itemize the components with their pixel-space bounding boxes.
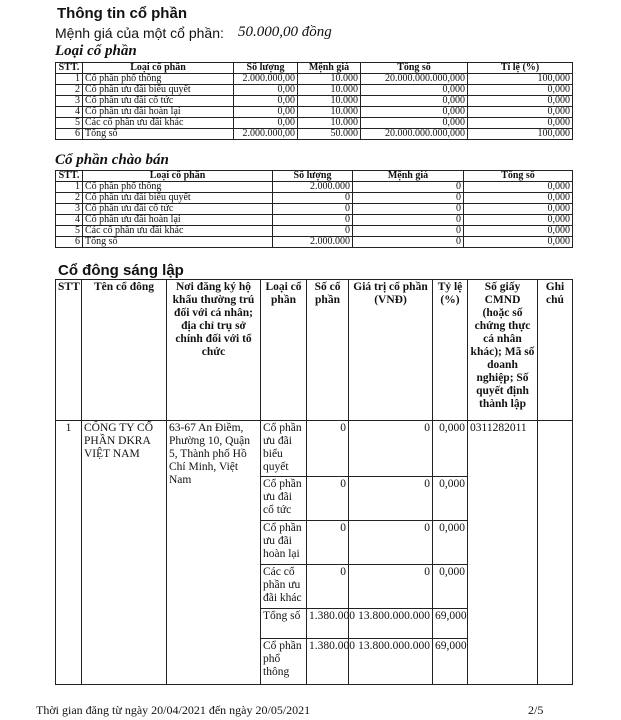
table-row <box>56 96 573 107</box>
table-row <box>56 129 573 140</box>
col-header: Số cổ phần <box>307 280 349 421</box>
cell-type: Cổ phần ưu đãi biểu quyết <box>83 193 273 204</box>
cell-stt: 1 <box>56 421 82 685</box>
col-header: Giá trị cổ phần (VNĐ) <box>349 280 433 421</box>
col-header: Mệnh giá <box>353 171 464 182</box>
col-header: Loại cổ phần <box>83 171 273 182</box>
table-header-row <box>56 171 573 182</box>
cell-total: 0,000 <box>464 193 573 204</box>
cell-stt: 5 <box>56 118 83 129</box>
table-row <box>56 237 573 248</box>
table-header-row <box>56 63 573 74</box>
cell-holding-type: Cổ phần ưu đãi biểu quyết <box>261 421 307 477</box>
cell-type: Tổng số <box>83 129 234 140</box>
cell-holding-value: 0 <box>349 565 433 609</box>
cell-founder-address: 63-67 An Điềm, Phường 10, Quận 5, Thành phố Hồ Chí Minh, Việt Nam <box>167 421 261 685</box>
cell-type: Cổ phần ưu đãi biểu quyết <box>83 85 234 96</box>
col-header: Nơi đăng ký hộ khẩu thường trú đối với cá nhân; địa chỉ trụ sở chính đối với tổ chức <box>167 280 261 421</box>
col-header: STT. <box>56 171 83 182</box>
table-row <box>56 182 573 193</box>
cell-holding-type: Cổ phần ưu đãi cổ tức <box>261 477 307 521</box>
cell-stt: 1 <box>56 74 83 85</box>
cell-type: Các cổ phần ưu đãi khác <box>83 226 273 237</box>
cell-quantity: 0,00 <box>234 85 298 96</box>
cell-stt: 6 <box>56 237 83 248</box>
cell-stt: 4 <box>56 215 83 226</box>
cell-par: 0 <box>353 204 464 215</box>
cell-ratio: 0,000 <box>468 118 573 129</box>
cell-par: 10.000 <box>298 74 361 85</box>
cell-holding-type: Các cổ phần ưu đãi khác <box>261 565 307 609</box>
cell-ratio: 100,000 <box>468 74 573 85</box>
cell-holding-value: 13.800.000.000 <box>349 639 433 685</box>
cell-total: 0,000 <box>361 118 468 129</box>
cell-par: 10.000 <box>298 118 361 129</box>
cell-total: 0,000 <box>361 96 468 107</box>
cell-holding-shares: 0 <box>307 477 349 521</box>
cell-type: Cổ phần ưu đãi hoàn lại <box>83 215 273 226</box>
footer-page-number: 2/5 <box>528 703 544 717</box>
cell-par: 0 <box>353 226 464 237</box>
cell-type: Tổng số <box>83 237 273 248</box>
founders-table <box>55 279 573 685</box>
cell-ratio: 100,000 <box>468 129 573 140</box>
col-header: Số lượng <box>234 63 298 74</box>
col-header: Số lượng <box>273 171 353 182</box>
cell-total: 0,000 <box>464 204 573 215</box>
cell-holding-shares: 0 <box>307 421 349 477</box>
cell-quantity: 0 <box>273 215 353 226</box>
cell-holding-ratio: 69,000 <box>433 609 468 639</box>
cell-holding-type: Cổ phần phổ thông <box>261 639 307 685</box>
cell-quantity: 2.000.000,00 <box>234 74 298 85</box>
col-header: STT. <box>56 63 83 74</box>
cell-holding-ratio: 0,000 <box>433 477 468 521</box>
cell-stt: 5 <box>56 226 83 237</box>
cell-par: 10.000 <box>298 85 361 96</box>
cell-quantity: 0 <box>273 226 353 237</box>
cell-holding-value: 0 <box>349 421 433 477</box>
cell-holding-type: Cổ phần ưu đãi hoàn lại <box>261 521 307 565</box>
col-header: Loại cổ phần <box>261 280 307 421</box>
par-value: 50.000,00 đồng <box>238 24 332 40</box>
cell-quantity: 2.000.000,00 <box>234 129 298 140</box>
cell-par: 0 <box>353 237 464 248</box>
cell-holding-type: Tổng số <box>261 609 307 639</box>
section-title: Thông tin cổ phần <box>57 5 187 22</box>
cell-type: Cổ phần ưu đãi hoàn lại <box>83 107 234 118</box>
cell-par: 0 <box>353 215 464 226</box>
cell-ratio: 0,000 <box>468 85 573 96</box>
table-row <box>56 85 573 96</box>
cell-holding-ratio: 0,000 <box>433 521 468 565</box>
col-header: STT <box>56 280 82 421</box>
cell-ratio: 0,000 <box>468 96 573 107</box>
cell-holding-shares: 1.380.000 <box>307 609 349 639</box>
col-header: Ghi chú <box>538 280 573 421</box>
cell-stt: 3 <box>56 204 83 215</box>
founders-title: Cổ đông sáng lập <box>58 262 184 279</box>
cell-total: 20.000.000.000,000 <box>361 74 468 85</box>
cell-quantity: 0 <box>273 204 353 215</box>
offered-shares-title: Cổ phần chào bán <box>55 152 169 168</box>
cell-quantity: 0,00 <box>234 107 298 118</box>
table-header-row <box>56 280 573 421</box>
cell-holding-shares: 1.380.000 <box>307 639 349 685</box>
cell-quantity: 2.000.000 <box>273 182 353 193</box>
cell-stt: 3 <box>56 96 83 107</box>
col-header: Tỷ lệ (%) <box>433 280 468 421</box>
cell-holding-ratio: 69,000 <box>433 639 468 685</box>
cell-stt: 2 <box>56 85 83 96</box>
cell-par: 0 <box>353 182 464 193</box>
cell-stt: 4 <box>56 107 83 118</box>
cell-holding-shares: 0 <box>307 521 349 565</box>
cell-total: 0,000 <box>464 237 573 248</box>
cell-holding-value: 0 <box>349 477 433 521</box>
cell-par: 50.000 <box>298 129 361 140</box>
cell-total: 0,000 <box>464 215 573 226</box>
cell-total: 0,000 <box>361 85 468 96</box>
cell-quantity: 0,00 <box>234 96 298 107</box>
cell-par: 0 <box>353 193 464 204</box>
col-header: Tổng số <box>464 171 573 182</box>
cell-type: Cổ phần phổ thông <box>83 74 234 85</box>
table-row <box>56 107 573 118</box>
cell-holding-ratio: 0,000 <box>433 421 468 477</box>
par-value-label: Mệnh giá của một cổ phần: <box>55 25 224 41</box>
cell-note <box>538 421 573 685</box>
table-row <box>56 226 573 237</box>
cell-quantity: 2.000.000 <box>273 237 353 248</box>
table-row <box>56 193 573 204</box>
table-row <box>56 204 573 215</box>
cell-founder-name: CÔNG TY CỔ PHẦN DKRA VIỆT NAM <box>82 421 167 685</box>
share-types-title: Loại cổ phần <box>55 43 137 59</box>
share-types-table <box>55 62 573 140</box>
cell-total: 20.000.000.000,000 <box>361 129 468 140</box>
footer-period: Thời gian đăng từ ngày 20/04/2021 đến ngày 20/05/2021 <box>36 703 311 717</box>
cell-quantity: 0,00 <box>234 118 298 129</box>
cell-type: Cổ phần ưu đãi cổ tức <box>83 96 234 107</box>
cell-type: Cổ phần ưu đãi cổ tức <box>83 204 273 215</box>
table-row <box>56 74 573 85</box>
cell-holding-shares: 0 <box>307 565 349 609</box>
cell-total: 0,000 <box>464 226 573 237</box>
cell-par: 10.000 <box>298 107 361 118</box>
cell-quantity: 0 <box>273 193 353 204</box>
col-header: Tỉ lệ (%) <box>468 63 573 74</box>
col-header: Số giấy CMND (hoặc số chứng thực cá nhân khác); Mã số doanh nghiệp; Số quyết định thành lập <box>468 280 538 421</box>
cell-total: 0,000 <box>361 107 468 118</box>
cell-stt: 6 <box>56 129 83 140</box>
cell-id-number: 0311282011 <box>468 421 538 685</box>
table-row <box>56 215 573 226</box>
col-header: Loại cổ phần <box>83 63 234 74</box>
col-header: Tổng số <box>361 63 468 74</box>
col-header: Mệnh giá <box>298 63 361 74</box>
cell-holding-ratio: 0,000 <box>433 565 468 609</box>
cell-total: 0,000 <box>464 182 573 193</box>
cell-type: Các cổ phần ưu đãi khác <box>83 118 234 129</box>
cell-stt: 1 <box>56 182 83 193</box>
cell-holding-value: 13.800.000.000 <box>349 609 433 639</box>
offered-shares-table <box>55 170 573 248</box>
table-row <box>56 421 573 477</box>
cell-stt: 2 <box>56 193 83 204</box>
cell-holding-value: 0 <box>349 521 433 565</box>
cell-par: 10.000 <box>298 96 361 107</box>
cell-ratio: 0,000 <box>468 107 573 118</box>
cell-type: Cổ phần phổ thông <box>83 182 273 193</box>
table-row <box>56 118 573 129</box>
col-header: Tên cổ đông <box>82 280 167 421</box>
